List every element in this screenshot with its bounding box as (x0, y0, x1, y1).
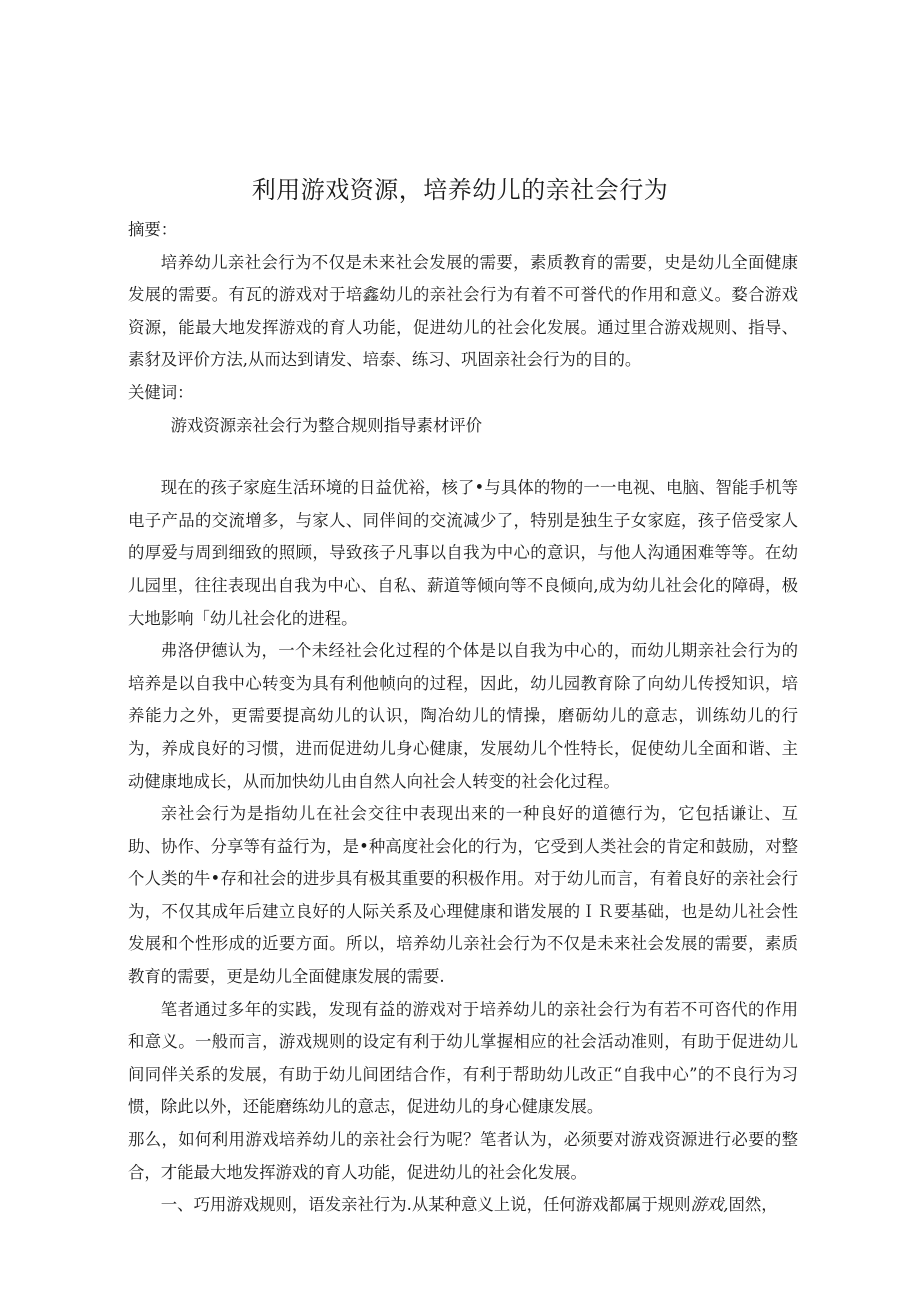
body-paragraph-2: 弗洛伊德认为，一个未经社会化过程的个体是以自我为中心的，而幼儿期亲社会行为的培养是以自我中心转变为具有利他帧向的过程，因此，幼儿园教育除了向幼儿传授知识，培养能力之外，更需要提高幼儿的认识，陶冶幼儿的情操，磨砺幼儿的意志，训练幼儿的行为，养成良好的习惯，进而促进幼儿身心健康，发展幼儿个性特长，促使幼儿全面和谐、主动健康地成长，从而加快幼儿由自然人向社会人转变的社会化过程。 (128, 641, 798, 791)
section-one-italic-text: 游戏, (690, 1195, 729, 1215)
section-one-tail-text: 固然， (728, 1195, 778, 1215)
document-body (128, 214, 798, 1222)
section-one-text: 一、巧用游戏规则，语发亲社行为.从某种意义上说，任何游戏都属于规则 (160, 1195, 691, 1215)
body-paragraph-1: 现在的孩子家庭生活环境的日益优裕，核了•与具体的物的一一电视、电脑、智能手机等电子产品的交流增多，与家人、同伴间的交流减少了，特别是独生子女家庭，孩子倍受家人的厚爱与周到细致的照顾，导致孩子凡事以自我为中心的意识，与他人沟通困难等等。在幼儿园里，往往表现出自我为中心、自私、薪道等倾向等不良倾向,成为幼儿社会化的障碍，极大地影响「幼儿社会化的进程。 (128, 478, 798, 628)
body-paragraph-4: 笔者通过多年的实践，发现有益的游戏对于培养幼儿的亲社会行为有若不可咨代的作用和意义。一般而言，游戏规则的设定有利于幼儿掌握相应的社会活动准则，有助于促进幼儿间同伴关系的发展，有助于幼儿间团结合作，有利于帮助幼儿改正“自我中心”的不良行为习惯，除此以外，还能磨练幼儿的意志，促进幼儿的身心健康发展。 (128, 999, 798, 1117)
section-gap (128, 442, 798, 472)
abstract-text: 培养幼儿亲社会行为不仅是未来社会发展的需要，素质教育的需要，史是幼儿全面健康发展的需要。有瓦的游戏对于培鑫幼儿的亲社会行为有着不可誉代的作用和意义。婺合游戏资源，能最大地发挥游戏的育人功能，促进幼儿的社会化发展。通过里合游戏规则、指导、素豺及评价方法,从而达到请发、培泰、练习、巩固亲社会行为的目的。 (128, 252, 798, 370)
body-paragraph-5: 那么，如何利用游戏培养幼儿的亲社会行为呢？笔者认为，必须要对游戏资源进行必要的整合，才能最大地发挥游戏的育人功能，促进幼儿的社会化发展。 (128, 1130, 798, 1182)
document-title: 利用游戏资源，培养幼儿的亲社会行为 (251, 176, 669, 204)
abstract-label: 摘要： (128, 220, 178, 239)
section-one-paragraph (128, 1189, 798, 1222)
keywords-label: 关健词： (128, 382, 194, 402)
keywords-text: 游戏资源亲社会行为整合规则指导素材评价 (170, 415, 483, 435)
body-paragraph-3: 亲社会行为是指幼儿在社会交往中表现出来的一种良好的道德行为，它包括谦让、互助、协作、分享等有益行为，是•种高度社会化的行为，它受到人类社会的肯定和鼓励，对整个人类的牛•存和社会的进步具有极其重要的积极作用。对于幼儿而言，有着良好的亲社会行为，不仅其成年后建立良好的人际关系及心理健康和谐发展的ＩＲ要基础，也是幼儿社会性发展和个性形成的近要方面。所以，培养幼儿亲社会行为不仅是未来社会发展的需要，素质教育的需要，更是幼儿全面健康发展的需要. (128, 804, 798, 987)
